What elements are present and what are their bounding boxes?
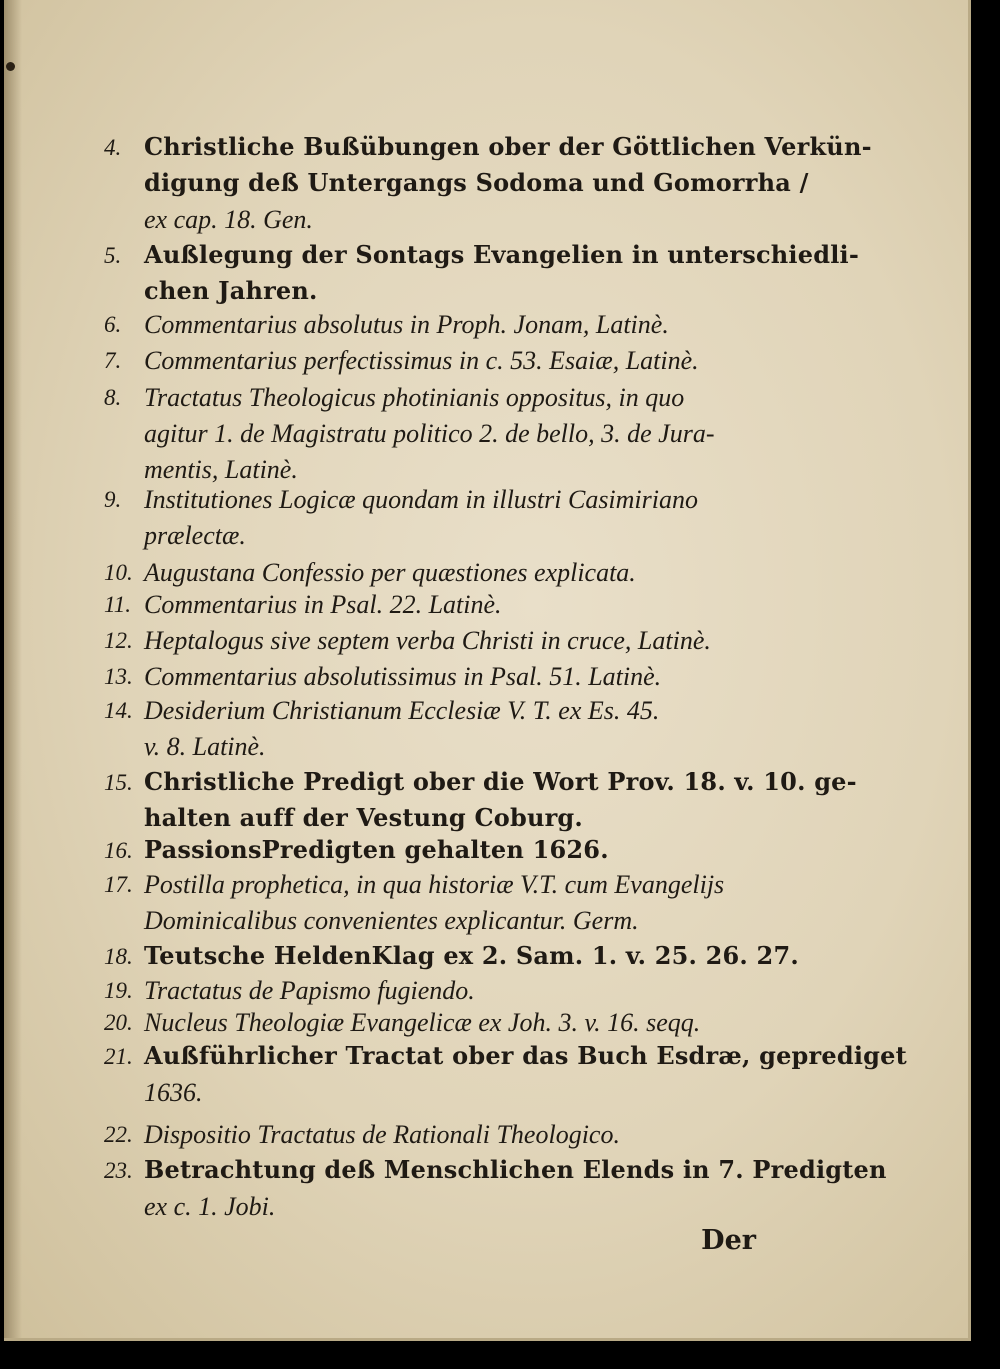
entry-item xyxy=(104,385,804,493)
book-page xyxy=(4,0,971,1341)
entry-number: 18. xyxy=(104,944,133,969)
entry-line: Außführlicher Tractat ober das Buch Esdræ, geprediget xyxy=(144,1041,907,1070)
entry-line: Postilla prophetica, in qua historiæ V.T. cum Evangelijs xyxy=(144,870,725,899)
entry-number: 21. xyxy=(104,1044,133,1069)
entry-number: 17. xyxy=(104,872,133,897)
entry-item xyxy=(104,348,804,384)
entry-number: 23. xyxy=(104,1158,133,1183)
entry-number: 9. xyxy=(104,487,122,512)
entry-line: Commentarius perfectissimus in c. 53. Esaiæ, Latinè. xyxy=(144,346,699,375)
entry-item xyxy=(104,592,804,628)
entry-number: 13. xyxy=(104,664,133,689)
entry-item xyxy=(104,1122,804,1158)
entry-line: v. 8. Latinè. xyxy=(144,732,266,761)
entry-line: Teutsche HeldenKlag ex 2. Sam. 1. v. 25. 26. 27. xyxy=(144,941,799,970)
entry-number: 14. xyxy=(104,698,133,723)
entry-number: 8. xyxy=(104,385,122,410)
entry-line: Desiderium Christianum Ecclesiæ V. T. ex Es. 45. xyxy=(144,696,660,725)
entry-line: mentis, Latinè. xyxy=(144,455,298,484)
entry-number: 19. xyxy=(104,978,133,1003)
entry-line: agitur 1. de Magistratu politico 2. de bello, 3. de Jura- xyxy=(144,419,715,448)
entry-number: 6. xyxy=(104,312,122,337)
entry-line: prælectæ. xyxy=(144,521,246,550)
entry-number: 20. xyxy=(104,1010,133,1035)
entry-number: 22. xyxy=(104,1122,133,1147)
entry-line: Heptalogus sive septem verba Christi in cruce, Latinè. xyxy=(144,626,711,655)
entry-number: 4. xyxy=(104,135,122,160)
entry-line: Dominicalibus convenientes explicantur. Germ. xyxy=(144,906,639,935)
entry-line: ex cap. 18. Gen. xyxy=(144,205,313,234)
entry-line: halten auff der Vestung Coburg. xyxy=(144,803,583,832)
entry-item xyxy=(104,312,804,348)
entry-line: Christliche Predigt ober die Wort Prov. 18. v. 10. ge- xyxy=(144,767,857,796)
entry-item xyxy=(104,835,804,874)
entry-line: Tractatus de Papismo fugiendo. xyxy=(144,976,475,1005)
entry-number: 16. xyxy=(104,838,133,863)
entry-line: Commentarius absolutissimus in Psal. 51. Latinè. xyxy=(144,662,662,691)
entry-line: Commentarius in Psal. 22. Latinè. xyxy=(144,590,502,619)
entry-item xyxy=(104,487,804,559)
entry-item xyxy=(104,698,804,770)
entry-item xyxy=(104,1155,887,1230)
entry-line: digung deß Untergangs Sodoma und Gomorrha / xyxy=(144,168,809,197)
entry-number: 12. xyxy=(104,628,133,653)
entry-item xyxy=(104,1041,907,1116)
entry-item xyxy=(104,872,804,944)
entry-number: 15. xyxy=(104,770,133,795)
entry-line: Augustana Confessio per quæstiones explicata. xyxy=(144,558,636,587)
entry-item xyxy=(104,240,859,315)
entry-line: ex c. 1. Jobi. xyxy=(144,1192,276,1221)
entry-item xyxy=(104,767,857,842)
entry-number: 7. xyxy=(104,348,122,373)
entry-line: PassionsPredigten gehalten 1626. xyxy=(144,835,609,864)
entry-number: 11. xyxy=(104,592,132,617)
entry-line: Tractatus Theologicus photinianis oppositus, in quo xyxy=(144,383,685,412)
entry-list xyxy=(4,0,968,1338)
catchword: Der xyxy=(701,1225,756,1256)
entry-line: chen Jahren. xyxy=(144,276,318,305)
entry-line: Christliche Bußübungen ober der Göttlichen Verkün- xyxy=(144,132,872,161)
entry-line: Betrachtung deß Menschlichen Elends in 7. Predigten xyxy=(144,1155,887,1184)
entry-line: Commentarius absolutus in Proph. Jonam, Latinè. xyxy=(144,310,669,339)
entry-line: 1636. xyxy=(144,1078,203,1107)
entry-line: Nucleus Theologiæ Evangelicæ ex Joh. 3. v. 16. seqq. xyxy=(144,1008,701,1037)
entry-number: 5. xyxy=(104,243,122,268)
entry-item xyxy=(104,132,872,243)
entry-line: Institutiones Logicæ quondam in illustri Casimiriano xyxy=(144,485,698,514)
entry-item xyxy=(104,941,804,980)
entry-item xyxy=(104,628,804,664)
entry-line: Außlegung der Sontags Evangelien in unterschiedli- xyxy=(144,240,859,269)
entry-line: Dispositio Tractatus de Rationali Theologico. xyxy=(144,1120,620,1149)
entry-item xyxy=(104,664,804,700)
entry-number: 10. xyxy=(104,560,133,585)
